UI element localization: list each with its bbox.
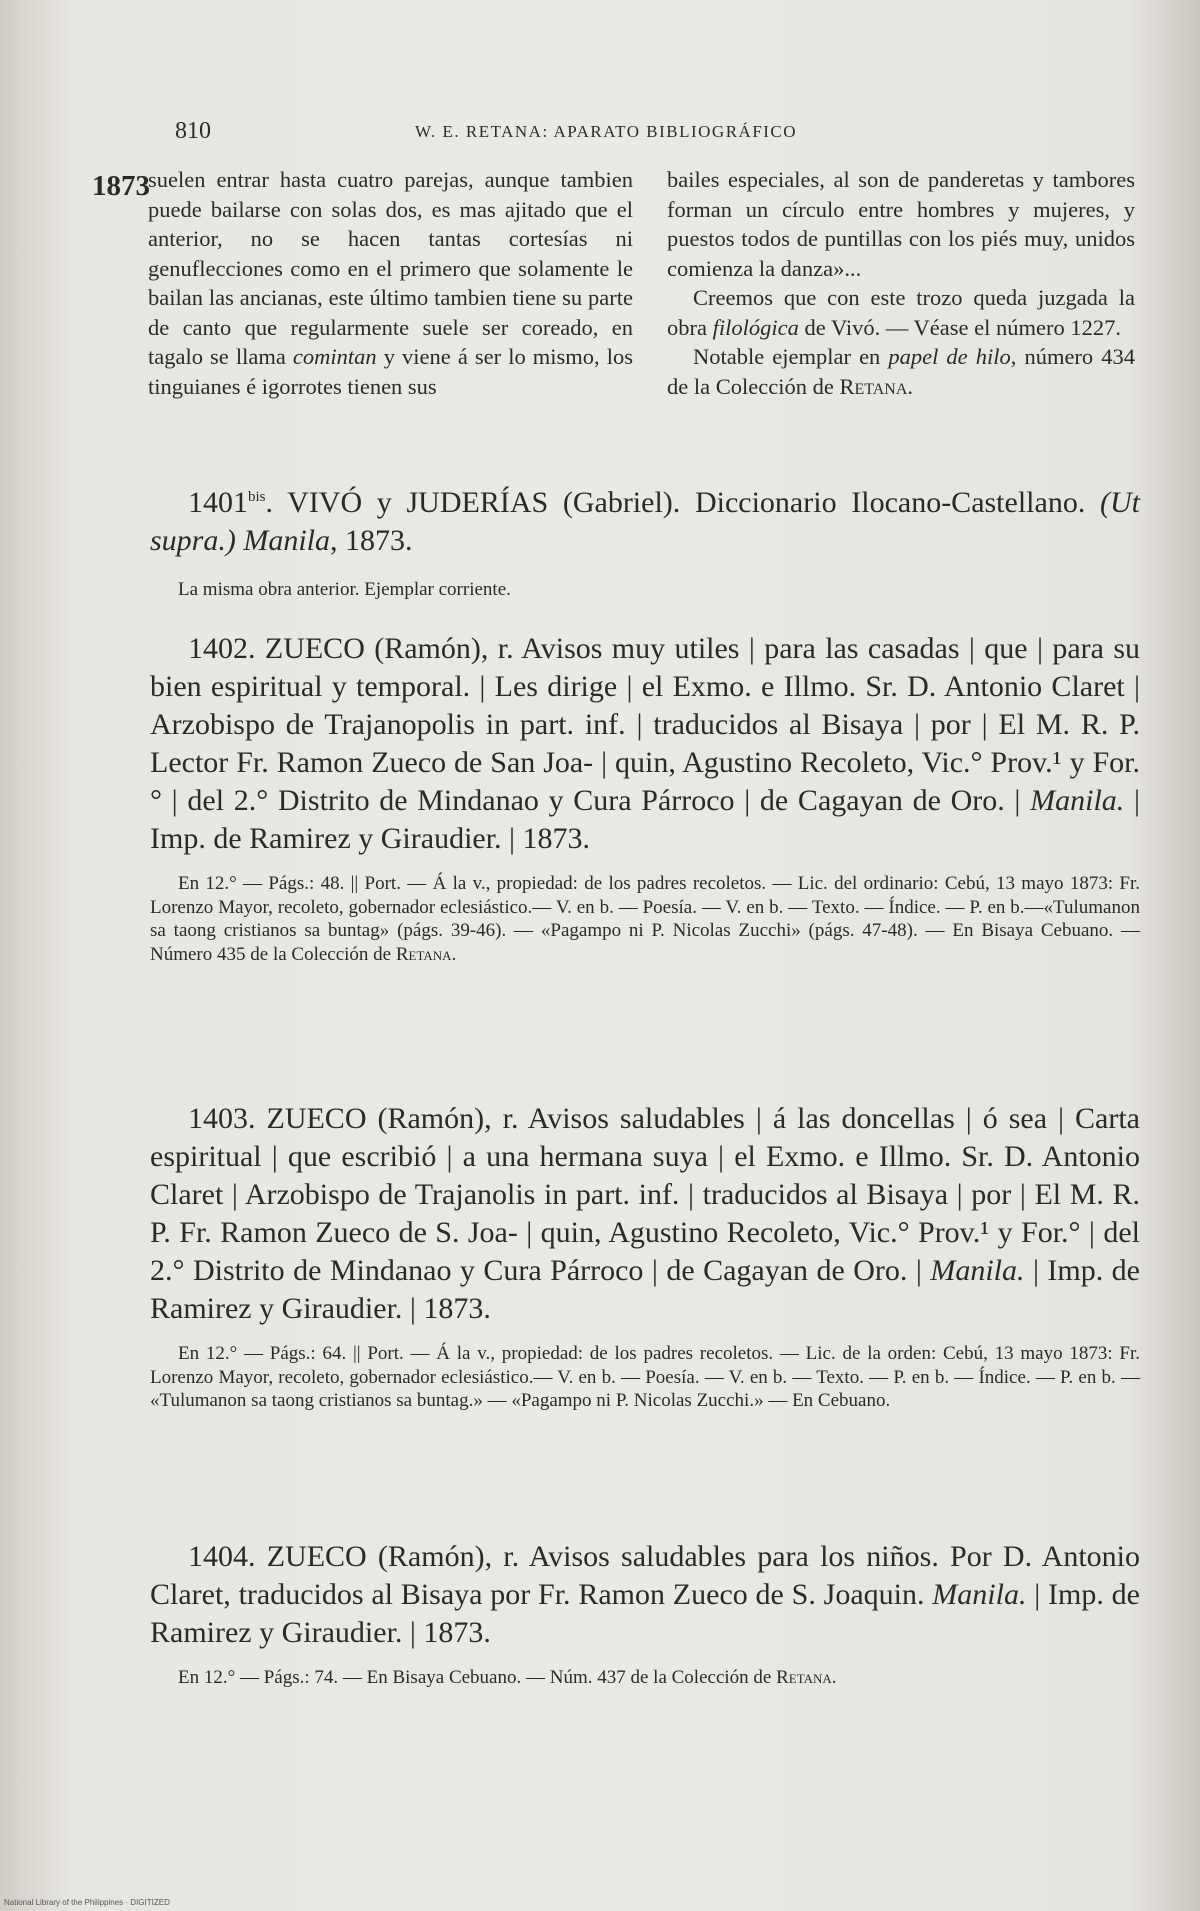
- entry-number-suffix: bis: [248, 489, 266, 505]
- text-run: .: [907, 373, 913, 399]
- note-text: En 12.° — Págs.: 74. — En Bisaya Cebuano. — Núm. 437 de la Colección de: [178, 1667, 777, 1688]
- italic-term: filológica: [712, 314, 799, 340]
- entry-imprint: Manila.: [932, 1578, 1027, 1611]
- entry-text: . ZUECO (Ramón), r. Avisos muy utiles | para las casadas | que | para su bien espiritual y temporal. | Les dirige | el Exmo. e Illmo. Sr. D. Antonio Claret | Arzobispo de Trajanopolis in part. inf. | traducidos al Bisaya | por | El M. R. P. Lector Fr. Ramon Zueco de San Joa- | quin, Agustino Recoleto, Vic.° Prov.¹ y For.° | del 2.° Distrito de Mindanao y Cura Párroco | de Cagayan de Oro. |: [150, 632, 1140, 817]
- entry-text: | Imp. de Ramirez y Giraudier. | 1873.: [150, 1254, 1140, 1325]
- note-text: La misma obra anterior. Ejemplar corriente.: [178, 579, 511, 600]
- entry-note: [150, 1342, 1140, 1413]
- digitization-credit: National Library of the Philippines · DIGITIZED: [4, 1898, 170, 1907]
- margin-year: 1873: [92, 170, 150, 202]
- continuation-right-paragraph-3: [667, 342, 1135, 401]
- entry-note: [150, 872, 1140, 966]
- entry-text: | Imp. de Ramirez y Giraudier. | 1873.: [150, 784, 1140, 855]
- entry-1403: [150, 1100, 1140, 1413]
- italic-term: comintan: [292, 344, 377, 369]
- entry-heading: [150, 1100, 1140, 1328]
- continuation-left-column: [148, 165, 633, 401]
- continuation-left-paragraph: [148, 165, 633, 401]
- continuation-right-column: [667, 165, 1135, 401]
- entry-text: | Imp. de Ramirez y Giraudier. | 1873.: [150, 1578, 1140, 1649]
- entry-number: 1402: [188, 632, 248, 665]
- small-caps-name: Retana: [776, 1667, 832, 1688]
- note-text: .: [831, 1667, 837, 1688]
- page-number: 810: [175, 118, 211, 144]
- continuation-right-paragraph-1: bailes especiales, al son de panderetas y tambores forman un círculo entre hombres y mujeres, y puestos todos de puntillas con los piés muy, unidos comienza la danza»...: [667, 167, 1135, 281]
- continuation-right-paragraph-2: [667, 283, 1135, 342]
- italic-term: papel de hilo: [888, 344, 1011, 369]
- small-caps-name: Retana: [839, 373, 908, 399]
- note-text: En 12.° — Págs.: 64. || Port. — Á la v., propiedad: de los padres recoletos. — Lic. de la orden: Cebú, 13 mayo 1873: Fr. Lorenzo Mayor, recoleto, gobernador eclesiástico.— V. en b. — Poesía. — V. en b. — Texto. — P. en b. — Índice. — P. en b. — «Tulumanon sa taong cristianos sa buntag.» — «Pagampo ni P. Nicolas Zucchi.» — En Cebuano.: [150, 1343, 1140, 1411]
- entry-text: , 1873.: [330, 524, 413, 557]
- entry-number: 1404: [188, 1540, 248, 1573]
- note-text: .: [451, 943, 457, 965]
- small-caps-name: Retana: [395, 943, 452, 965]
- entry-text: . VIVÓ y JUDERÍAS (Gabriel). Diccionario Ilocano-Castellano.: [265, 486, 1100, 519]
- entry-heading: [150, 478, 1140, 560]
- page-header: [175, 118, 895, 148]
- entry-note: [150, 1666, 1140, 1690]
- text-run: de Vivó. — Véase el número 1227.: [798, 314, 1121, 340]
- entry-imprint: Manila.: [1030, 784, 1125, 817]
- entry-heading: [150, 630, 1140, 858]
- text-run: y viene á ser lo mismo, los tinguianes é igorrotes tienen sus: [148, 344, 633, 399]
- entry-1402: [150, 630, 1140, 966]
- entry-imprint: Manila.: [930, 1254, 1025, 1287]
- text-run: Notable ejemplar en: [693, 344, 889, 369]
- text-run: , número 434 de la Colección de: [667, 344, 1135, 399]
- text-run: Creemos que con este trozo queda juzgada la obra: [667, 285, 1135, 340]
- entry-note: [150, 578, 1140, 602]
- entry-heading: [150, 1538, 1140, 1652]
- note-text: En 12.° — Págs.: 48. || Port. — Á la v., propiedad: de los padres recoletos. — Lic. del ordinario: Cebú, 13 mayo 1873: Fr. Lorenzo Mayor, recoleto, gobernador eclesiástico.— V. en b. — Poesía. — V. en b. — Texto. — Índice. — P. en b.—«Tulumanon sa taong cristianos sa buntag» (págs. 39-46). — «Pagampo ni P. Nicolas Zucchi» (págs. 47-48). — En Bisaya Cebuano. — Número 435 de la Colección de: [150, 873, 1140, 965]
- text-run: suelen entrar hasta cuatro parejas, aunque tambien puede bailarse con solas dos, es mas ajitado que el anterior, no se hacen tantas cortesías ni genuflecciones como en el primero que solamente le bailan las ancianas, este último tambien tiene su parte de canto que regularmente suele ser coreado, en tagalo se llama: [148, 167, 633, 369]
- entry-1401bis: [150, 478, 1140, 602]
- entry-1404: [150, 1538, 1140, 1690]
- running-head: W. E. RETANA: APARATO BIBLIOGRÁFICO: [415, 122, 798, 141]
- entry-text: . ZUECO (Ramón), r. Avisos saludables para los niños. Por D. Antonio Claret, traducidos al Bisaya por Fr. Ramon Zueco de S. Joaquin.: [150, 1540, 1140, 1611]
- entry-text: . ZUECO (Ramón), r. Avisos saludables | á las doncellas | ó sea | Carta espiritual | que escribió | a una hermana suya | el Exmo. e Illmo. Sr. D. Antonio Claret | Arzobispo de Trajanolis in part. inf. | traducidos al Bisaya | por | El M. R. P. Fr. Ramon Zueco de S. Joa- | quin, Agustino Recoleto, Vic.° Prov.¹ y For.° | del 2.° Distrito de Mindanao y Cura Párroco | de Cagayan de Oro. |: [150, 1102, 1140, 1287]
- entry-number: 1403: [188, 1102, 248, 1135]
- entry-imprint: (Ut supra.) Manila: [150, 486, 1140, 557]
- entry-number: 1401: [188, 486, 248, 519]
